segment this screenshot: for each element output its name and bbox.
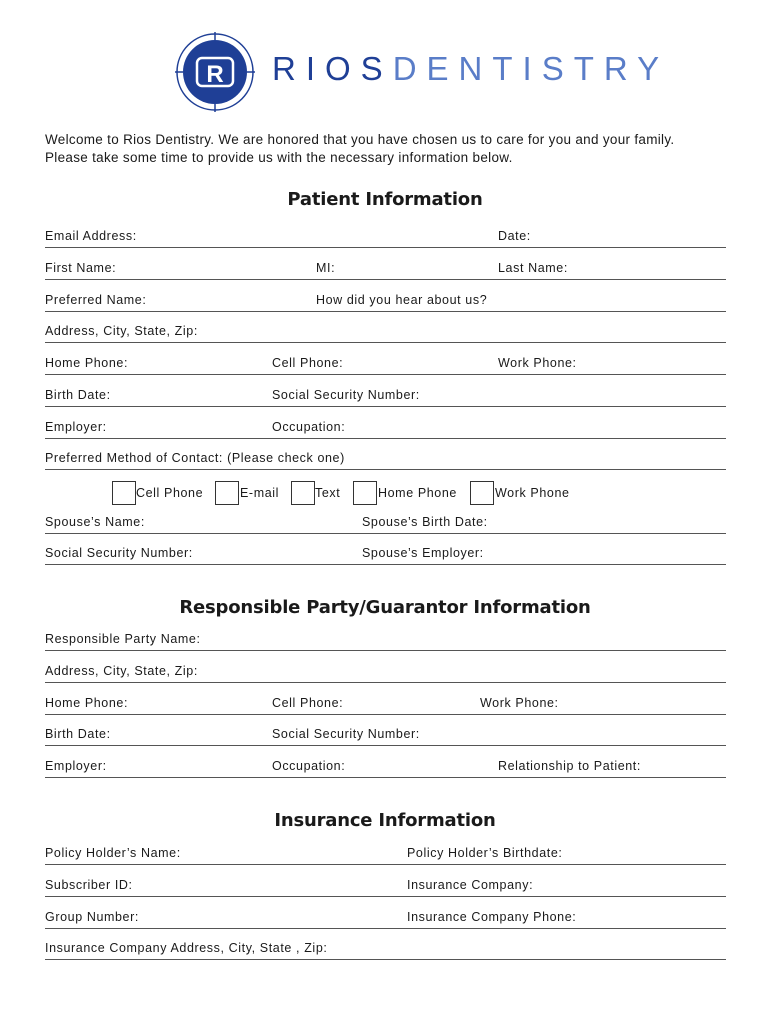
ssn-field[interactable]: Social Security Number: [272,388,420,402]
guarantor-name-field[interactable]: Responsible Party Name: [45,632,201,646]
intro-line-2: Please take some time to provide us with the necessary information below. [45,150,513,165]
preferred-name-field[interactable]: Preferred Name: [45,293,147,307]
patient-section-title: Patient Information [287,189,483,210]
row-insurance-address [45,941,726,960]
checkbox-text[interactable] [291,481,315,505]
row-guarantor-birth [45,727,726,746]
guarantor-ssn-field[interactable]: Social Security Number: [272,727,420,741]
guarantor-address-field[interactable]: Address, City, State, Zip: [45,664,198,678]
guarantor-section-title: Responsible Party/Guarantor Information [179,597,591,618]
spouse-employer-field[interactable]: Spouse’s Employer: [362,546,484,560]
rios-dentistry-logo [175,32,255,112]
logo-letter: R [206,61,224,88]
guarantor-birth-field[interactable]: Birth Date: [45,727,111,741]
contact-method-label: Preferred Method of Contact: (Please check one) [45,451,345,465]
row-email [45,229,726,248]
row-preferred [45,293,726,312]
birth-date-field[interactable]: Birth Date: [45,388,111,402]
holder-birthdate-field[interactable]: Policy Holder’s Birthdate: [407,846,563,860]
row-guarantor-phones [45,696,726,715]
cell-phone-field[interactable]: Cell Phone: [272,356,344,370]
checkbox-home-phone[interactable] [353,481,377,505]
contact-option-label: Cell Phone [136,486,204,500]
guarantor-work-phone-field[interactable]: Work Phone: [480,696,559,710]
row-spouse [45,515,726,534]
row-guarantor-name [45,632,726,651]
spouse-birth-field[interactable]: Spouse’s Birth Date: [362,515,488,529]
employer-field[interactable]: Employer: [45,420,107,434]
relationship-field[interactable]: Relationship to Patient: [498,759,641,773]
row-contact-method [45,451,726,470]
row-group [45,910,726,929]
row-guarantor-employer [45,759,726,778]
row-birth-ssn [45,388,726,407]
home-phone-field[interactable]: Home Phone: [45,356,129,370]
holder-name-field[interactable]: Policy Holder’s Name: [45,846,181,860]
row-name [45,261,726,280]
insurance-section-title: Insurance Information [274,810,496,831]
guarantor-home-phone-field[interactable]: Home Phone: [45,696,129,710]
spouse-ssn-field[interactable]: Social Security Number: [45,546,193,560]
mi-field[interactable]: MI: [316,261,336,275]
guarantor-cell-phone-field[interactable]: Cell Phone: [272,696,344,710]
insurance-company-field[interactable]: Insurance Company: [407,878,534,892]
guarantor-employer-field[interactable]: Employer: [45,759,107,773]
contact-options [0,481,770,507]
row-subscriber [45,878,726,897]
group-number-field[interactable]: Group Number: [45,910,139,924]
contact-option-label: Home Phone [378,486,457,500]
hear-about-field[interactable]: How did you hear about us? [316,293,488,307]
row-spouse-ssn [45,546,726,565]
email-field[interactable]: Email Address: [45,229,137,243]
work-phone-field[interactable]: Work Phone: [498,356,577,370]
contact-option-label: Text [315,486,341,500]
brand-name [272,50,669,88]
row-employer [45,420,726,439]
contact-option-label: E-mail [240,486,280,500]
row-address [45,324,726,343]
intro-line-1: Welcome to Rios Dentistry. We are honored that you have chosen us to care for you and your family. [45,132,675,147]
last-name-field[interactable]: Last Name: [498,261,568,275]
subscriber-id-field[interactable]: Subscriber ID: [45,878,133,892]
row-phones [45,356,726,375]
insurance-address-field[interactable]: Insurance Company Address, City, State , Zip: [45,941,328,955]
guarantor-occupation-field[interactable]: Occupation: [272,759,346,773]
date-field[interactable]: Date: [498,229,531,243]
checkbox-email[interactable] [215,481,239,505]
brand-part-rios: RIOS [272,50,393,87]
checkbox-cell-phone[interactable] [112,481,136,505]
spouse-name-field[interactable]: Spouse’s Name: [45,515,145,529]
address-field[interactable]: Address, City, State, Zip: [45,324,198,338]
checkbox-work-phone[interactable] [470,481,494,505]
insurance-phone-field[interactable]: Insurance Company Phone: [407,910,577,924]
contact-option-label: Work Phone [495,486,570,500]
brand-part-dentistry: DENTISTRY [392,50,670,87]
row-guarantor-address [45,664,726,683]
occupation-field[interactable]: Occupation: [272,420,346,434]
first-name-field[interactable]: First Name: [45,261,117,275]
row-policy-holder [45,846,726,865]
